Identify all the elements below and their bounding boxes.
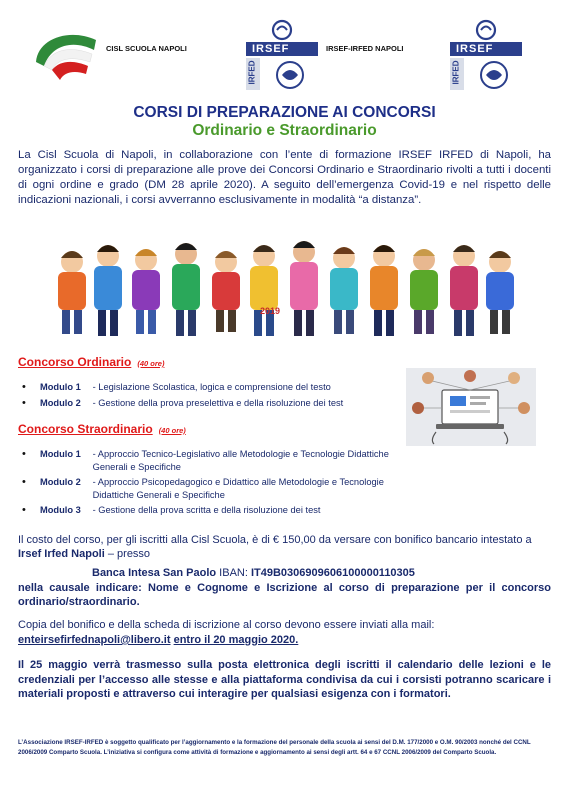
irsef-logo-text: IRSEF [252,43,290,55]
ordinario-modules [18,381,408,412]
irsef-logo [244,18,320,92]
iban-value: IT49B0306909606100000110305 [250,567,415,579]
irfed-logo-right-text: IRFED [451,60,461,85]
ordinario-hours: (40 ore) [137,359,165,368]
notice-paragraph: Il 25 maggio verrà trasmesso sulla posta elettronica degli iscritti il calendario delle lezioni e le credenziali per l’accesso alle stesse e alla piattaforma condivisa da cui i corsisti potranno scaricare i materiali proposti e attraverso cui interagire per qualsiasi esigenza con i formatori. [18,659,551,700]
module-desc: - Approccio Tecnico-Legislativo alle Metodologie e Tecnologie Didattiche Generali e Specifiche [92,449,389,472]
bank-name: Banca Intesa San Paolo [92,567,217,579]
page-subtitle: Ordinario e Straordinario [192,122,377,139]
ordinario-title: Concorso Ordinario [18,355,132,369]
list-item [18,504,408,517]
module-key: Modulo 2 [40,477,81,487]
list-item [18,476,408,501]
module-desc: - Gestione della prova scritta e della risoluzione dei test [92,505,321,515]
module-key: Modulo 1 [40,449,81,459]
send-deadline: entro il 20 maggio 2020. [173,634,299,646]
module-desc: - Gestione della prova preselettiva e della risoluzione dei test [92,397,344,408]
iban-label: IBAN: [219,567,248,579]
list-item [18,448,408,473]
irsef-label: IRSEF-IRFED NAPOLI [326,44,404,53]
email-link[interactable]: enteirsefirfednapoli@libero.it [18,634,171,646]
module-key: Modulo 3 [40,505,81,515]
irfed-logo-text: IRFED [247,60,257,85]
module-desc: - Legislazione Scolastica, logica e comprensione del testo [92,382,331,392]
module-desc: - Approccio Psicopedagogico e Didattico alle Metodologie e Tecnologie Didattiche Generali e Specifiche [92,477,384,500]
straordinario-title: Concorso Straordinario [18,422,153,436]
irsef-logo-right [448,18,524,92]
payee-name: Irsef Irfed Napoli [18,548,105,560]
kids-year-label: 2019 [260,306,281,316]
send-paragraph [18,618,551,648]
module-key: Modulo 2 [40,397,81,408]
straordinario-heading [18,422,186,436]
cost-line: Il costo del corso, per gli iscritti alla Cisl Scuola, è di € 150,00 da versare con bonifico bancario intestato a [18,534,532,546]
ordinario-heading [18,355,164,369]
online-learning-illustration [406,368,536,446]
list-item [18,397,408,410]
causale-text: nella causale indicare: Nome e Cognome e Iscrizione al corso di preparazione per il concorso ordinario/straordinario. [18,582,551,608]
send-line: Copia del bonifico e della scheda di iscrizione al corso devono essere inviati alla mail: [18,619,435,631]
straordinario-hours: (40 ore) [158,426,186,435]
list-item [18,381,408,394]
cost-presso: – presso [107,548,151,560]
module-key: Modulo 1 [40,382,81,392]
cisl-label: CISL SCUOLA NAPOLI [106,44,187,53]
children-illustration [50,222,518,342]
page-title: CORSI DI PREPARAZIONE AI CONCORSI [133,104,436,121]
straordinario-modules [18,448,408,520]
cost-paragraph [18,533,551,561]
cisl-logo [30,26,100,84]
irsef-logo-right-text: IRSEF [456,43,494,55]
bank-line [92,566,415,581]
footer-note: L’Associazione IRSEF-IRFED è soggetto qualificato per l’aggiornamento e la formazione del personale della scuola ai sensi del D.M. 177/2000 e O.M. 90/2003 nonché del CCNL 2006/2009 Comparto Scuola. L’iniziativa si configura come attività di formazione e aggiornamento ai sensi degli artt. 64 e 67 CCNL 2006/2009 del Comparto Scuola. [18,739,531,756]
intro-paragraph: La Cisl Scuola di Napoli, in collaborazione con l’ente di formazione IRSEF IRFED di Napoli, ha organizzato i corsi di preparazione alle prove dei Concorsi Ordinario e Straordinario rivolti a tutti i docenti di ogni ordine e grado (DM 28 aprile 2020). A seguito dell’emergenza Covid-19 e nel rispetto delle indicazioni nazionali, i corsi avverranno esclusivamente in modalità “a distanza”. [18,149,551,206]
